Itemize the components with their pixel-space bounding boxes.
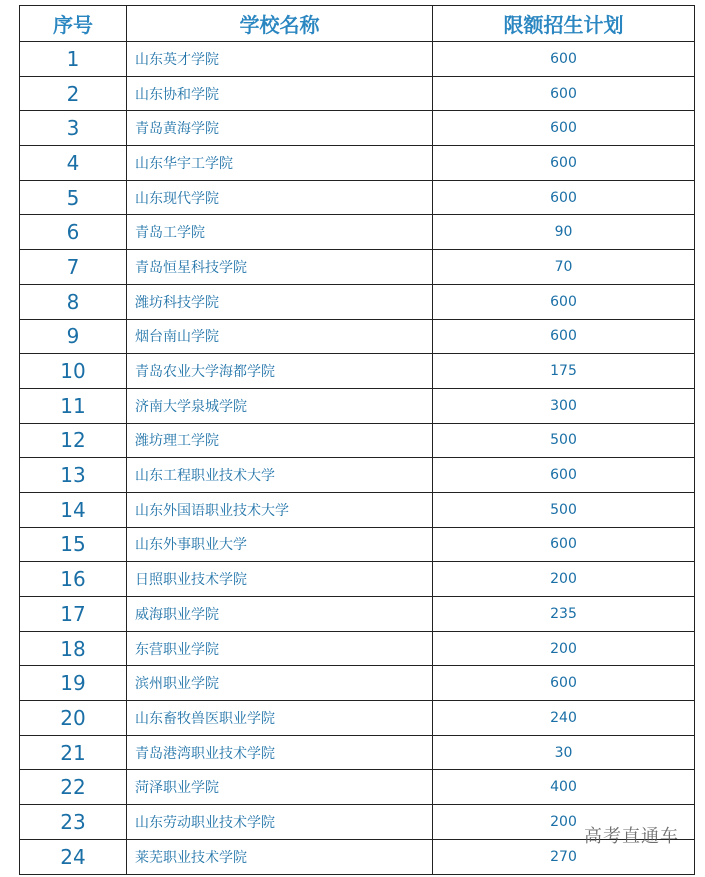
table-row (20, 770, 695, 805)
quota-cell: 300 (433, 388, 695, 423)
serial-number-cell: 12 (20, 423, 127, 458)
table-row (20, 735, 695, 770)
school-name-cell: 青岛农业大学海都学院 (127, 354, 433, 389)
school-name-cell: 山东劳动职业技术学院 (127, 805, 433, 840)
serial-number-cell: 10 (20, 354, 127, 389)
serial-number-cell: 18 (20, 631, 127, 666)
quota-cell: 600 (433, 146, 695, 181)
quota-cell: 600 (433, 666, 695, 701)
serial-number-cell: 11 (20, 388, 127, 423)
school-name-cell: 烟台南山学院 (127, 319, 433, 354)
table-body (20, 42, 695, 875)
quota-cell: 500 (433, 423, 695, 458)
quota-cell: 240 (433, 701, 695, 736)
quota-cell: 400 (433, 770, 695, 805)
quota-cell: 600 (433, 319, 695, 354)
watermark: 高考直通车 (584, 826, 679, 847)
school-name-cell: 滨州职业学院 (127, 666, 433, 701)
school-name-cell: 山东畜牧兽医职业学院 (127, 701, 433, 736)
quota-cell: 90 (433, 215, 695, 250)
quota-cell: 70 (433, 250, 695, 285)
serial-number-cell: 5 (20, 180, 127, 215)
serial-number-cell: 24 (20, 839, 127, 874)
school-name-cell: 山东工程职业技术大学 (127, 458, 433, 493)
school-name-cell: 山东英才学院 (127, 42, 433, 77)
school-name-cell: 山东协和学院 (127, 76, 433, 111)
table-row (20, 354, 695, 389)
school-name-cell: 山东外事职业大学 (127, 527, 433, 562)
serial-number-cell: 14 (20, 492, 127, 527)
table-row (20, 701, 695, 736)
school-name-cell: 青岛恒星科技学院 (127, 250, 433, 285)
table-row (20, 458, 695, 493)
table-row (20, 111, 695, 146)
school-name-cell: 菏泽职业学院 (127, 770, 433, 805)
serial-number-cell: 19 (20, 666, 127, 701)
quota-cell: 235 (433, 597, 695, 632)
serial-number-cell: 8 (20, 284, 127, 319)
serial-number-cell: 1 (20, 42, 127, 77)
quota-cell: 600 (433, 527, 695, 562)
quota-cell: 600 (433, 42, 695, 77)
school-name-cell: 潍坊理工学院 (127, 423, 433, 458)
school-name-cell: 山东华宇工学院 (127, 146, 433, 181)
serial-number-cell: 16 (20, 562, 127, 597)
school-name-cell: 青岛港湾职业技术学院 (127, 735, 433, 770)
school-name-cell: 山东现代学院 (127, 180, 433, 215)
quota-cell: 200 (433, 562, 695, 597)
table-row (20, 388, 695, 423)
school-name-cell: 东营职业学院 (127, 631, 433, 666)
quota-cell: 200 (433, 631, 695, 666)
school-name-cell: 青岛工学院 (127, 215, 433, 250)
table-row (20, 319, 695, 354)
table-row (20, 215, 695, 250)
table-row (20, 562, 695, 597)
table-row (20, 492, 695, 527)
serial-number-cell: 22 (20, 770, 127, 805)
school-name-cell: 山东外国语职业技术大学 (127, 492, 433, 527)
quota-cell: 600 (433, 111, 695, 146)
serial-number-cell: 23 (20, 805, 127, 840)
serial-number-cell: 20 (20, 701, 127, 736)
quota-cell: 600 (433, 284, 695, 319)
quota-cell: 175 (433, 354, 695, 389)
quota-cell: 600 (433, 458, 695, 493)
header-school-name: 学校名称 (127, 6, 433, 42)
serial-number-cell: 3 (20, 111, 127, 146)
serial-number-cell: 7 (20, 250, 127, 285)
quota-cell: 30 (433, 735, 695, 770)
enrollment-table-container (19, 5, 694, 875)
table-row (20, 284, 695, 319)
table-row (20, 42, 695, 77)
header-serial-number: 序号 (20, 6, 127, 42)
school-name-cell: 莱芜职业技术学院 (127, 839, 433, 874)
table-row (20, 527, 695, 562)
quota-cell: 600 (433, 180, 695, 215)
table-row (20, 597, 695, 632)
serial-number-cell: 17 (20, 597, 127, 632)
quota-cell: 200 (433, 805, 695, 840)
table-row (20, 76, 695, 111)
quota-cell: 500 (433, 492, 695, 527)
table-row (20, 180, 695, 215)
school-name-cell: 济南大学泉城学院 (127, 388, 433, 423)
table-row (20, 666, 695, 701)
quota-cell: 270 (433, 839, 695, 874)
table-row (20, 250, 695, 285)
serial-number-cell: 6 (20, 215, 127, 250)
serial-number-cell: 2 (20, 76, 127, 111)
enrollment-quota-table (19, 5, 695, 875)
table-row (20, 423, 695, 458)
table-header-row (20, 6, 695, 42)
header-quota: 限额招生计划 (433, 6, 695, 42)
quota-cell: 600 (433, 76, 695, 111)
table-row (20, 631, 695, 666)
serial-number-cell: 9 (20, 319, 127, 354)
school-name-cell: 日照职业技术学院 (127, 562, 433, 597)
school-name-cell: 青岛黄海学院 (127, 111, 433, 146)
serial-number-cell: 4 (20, 146, 127, 181)
table-row (20, 146, 695, 181)
serial-number-cell: 15 (20, 527, 127, 562)
serial-number-cell: 21 (20, 735, 127, 770)
school-name-cell: 威海职业学院 (127, 597, 433, 632)
school-name-cell: 潍坊科技学院 (127, 284, 433, 319)
serial-number-cell: 13 (20, 458, 127, 493)
